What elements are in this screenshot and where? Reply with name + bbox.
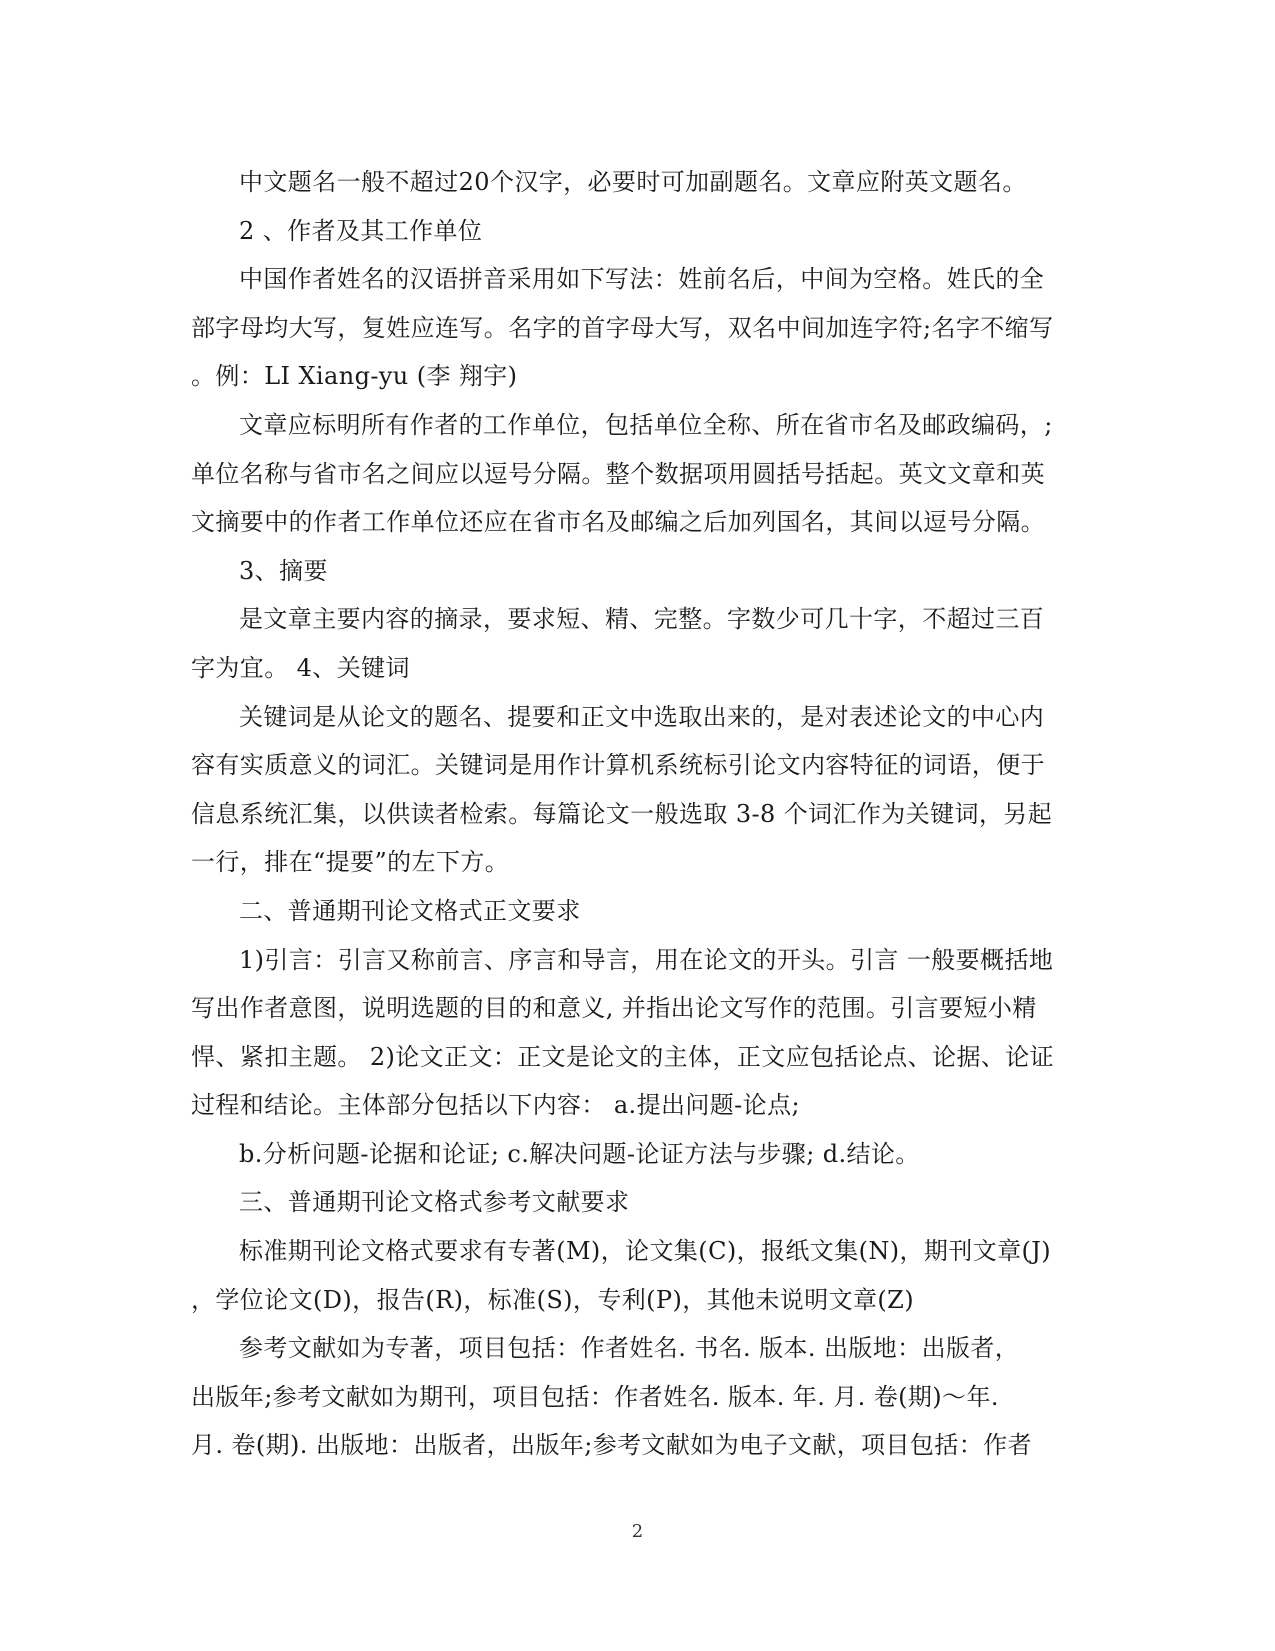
text-line: 出版年;参考文献如为期刊，项目包括：作者姓名. 版本. 年. 月. 卷(期)～年.	[191, 1382, 999, 1411]
page-number: 2	[631, 1521, 644, 1542]
text-line: 文摘要中的作者工作单位还应在省市名及邮编之后加列国名，其间以逗号分隔。	[191, 508, 1045, 537]
text-line: 容有实质意义的词汇。关键词是用作计算机系统标引论文内容特征的词语，便于	[191, 751, 1045, 780]
text-line: 三、普通期刊论文格式参考文献要求	[239, 1188, 630, 1217]
text-line: b.分析问题-论据和论证; c.解决问题-论证方法与步骤; d.结论。	[239, 1139, 920, 1168]
text-line: 1)引言：引言又称前言、序言和导言，用在论文的开头。引言 一般要概括地	[239, 945, 1054, 974]
text-line: 信息系统汇集，以供读者检索。每篇论文一般选取 3-8 个词汇作为关键词，另起	[191, 799, 1053, 828]
text-line: 过程和结论。主体部分包括以下内容： a.提出问题-论点;	[191, 1091, 800, 1120]
text-line: 单位名称与省市名之间应以逗号分隔。整个数据项用圆括号括起。英文文章和英	[191, 459, 1045, 488]
text-line: ，学位论文(D)，报告(R)，标准(S)，专利(P)，其他未说明文章(Z)	[191, 1285, 915, 1314]
text-line: 悍、紧扣主题。 2)论文正文：正文是论文的主体，正文应包括论点、论据、论证	[191, 1042, 1055, 1071]
text-line: 2 、作者及其工作单位	[239, 216, 483, 245]
text-line: 是文章主要内容的摘录，要求短、精、完整。字数少可几十字，不超过三百	[239, 605, 1045, 634]
text-line: 月. 卷(期). 出版地：出版者，出版年;参考文献如为电子文献，项目包括：作者	[191, 1431, 1032, 1460]
text-line: 。例：LI Xiang-yu (李 翔宇)	[191, 362, 518, 391]
document-body	[191, 158, 1071, 1470]
text-line: 中国作者姓名的汉语拼音采用如下写法：姓前名后，中间为空格。姓氏的全	[239, 265, 1045, 294]
text-line: 字为宜。 4、关键词	[191, 653, 410, 682]
text-line: 部字母均大写，复姓应连写。名字的首字母大写，双名中间加连字符;名字不缩写	[191, 313, 1054, 342]
text-line: 3、摘要	[239, 556, 328, 585]
text-line: 一行，排在“提要”的左下方。	[191, 848, 510, 877]
text-line: 写出作者意图，说明选题的目的和意义, 并指出论文写作的范围。引言要短小精	[191, 994, 1037, 1023]
text-line: 文章应标明所有作者的工作单位，包括单位全称、所在省市名及邮政编码，;	[239, 410, 1053, 439]
text-line: 标准期刊论文格式要求有专著(M)，论文集(C)，报纸文集(N)，期刊文章(J)	[239, 1237, 1052, 1266]
text-line: 二、普通期刊论文格式正文要求	[239, 896, 581, 925]
text-line: 中文题名一般不超过20个汉字，必要时可加副题名。文章应附英文题名。	[239, 168, 1027, 196]
text-line: 关键词是从论文的题名、提要和正文中选取出来的，是对表述论文的中心内	[239, 702, 1045, 731]
text-line: 参考文献如为专著，项目包括：作者姓名. 书名. 版本. 出版地：出版者，	[239, 1334, 1020, 1363]
